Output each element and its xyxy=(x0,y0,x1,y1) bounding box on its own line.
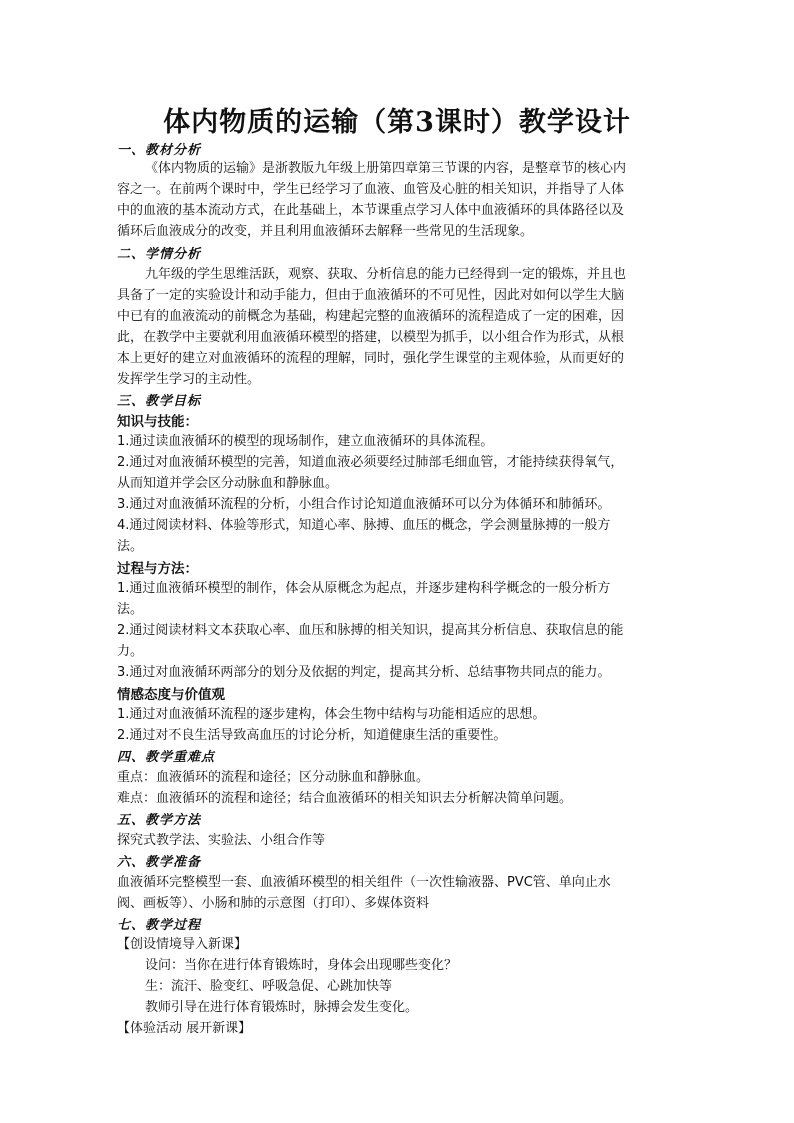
document-title: 体内物质的运输（第3课时）教学设计 xyxy=(163,107,631,138)
objective-line: 4.通过阅读材料、体验等形式，知道心率、脉搏、血压的概念，学会测量脉搏的一般方 xyxy=(117,518,611,533)
objective-line: 力。 xyxy=(117,644,144,659)
section-heading-5: 五、教学方法 xyxy=(117,813,202,828)
paragraph-line: 中已有的血液流动的前概念为基础，构建起完整的血液循环的流程造成了一定的困难，因 xyxy=(117,309,625,324)
section-heading-4: 四、教学重难点 xyxy=(117,750,216,765)
process-step-heading: 【创设情境导入新课】 xyxy=(117,937,248,952)
objective-line: 2.通过对血液循环模型的完善，知道血液必须要经过肺部毛细血管，才能持续获得氧气， xyxy=(117,455,624,470)
objective-line: 法。 xyxy=(117,539,144,554)
difficulty-line: 难点：血液循环的流程和途径；结合血液循环的相关知识去分析解决简单问题。 xyxy=(117,791,573,806)
objective-line: 2.通过阅读材料文本获取心率、血压和脉搏的相关知识，提高其分析信息、获取信息的能 xyxy=(117,623,624,638)
subheading-process: 过程与方法： xyxy=(117,561,198,577)
paragraph-line: 具备了一定的实验设计和动手能力，但由于血液循环的不可见性，因此对如何以学生大脑 xyxy=(117,288,625,303)
paragraph-line: 容之一。在前两个课时中，学生已经学习了血液、血管及心脏的相关知识，并指导了人体 xyxy=(117,182,625,197)
process-line: 教师引导在进行体育锻炼时，脉搏会发生变化。 xyxy=(145,1000,419,1015)
paragraph-line: 中的血液的基本流动方式，在此基础上，本节课重点学习人体中血液循环的具体路径以及 xyxy=(117,203,625,218)
objective-line: 从而知道并学会区分动脉血和静脉血。 xyxy=(117,476,339,491)
subheading-emotion: 情感态度与价值观 xyxy=(117,687,225,703)
paragraph-line: 发挥学生学习的主动性。 xyxy=(117,372,261,387)
subheading-knowledge: 知识与技能： xyxy=(117,414,198,430)
objective-line: 3.通过对血液循环流程的分析，小组合作讨论知道血液循环可以分为体循环和肺循环。 xyxy=(117,497,611,512)
section-heading-6: 六、教学准备 xyxy=(117,855,202,870)
objective-line: 2.通过对不良生活导致高血压的讨论分析，知道健康生活的重要性。 xyxy=(117,728,507,743)
method-line: 探究式教学法、实验法、小组合作等 xyxy=(117,833,326,848)
process-line: 设问：当你在进行体育锻炼时，身体会出现哪些变化？ xyxy=(145,958,458,973)
key-point-line: 重点：血液循环的流程和途径；区分动脉血和静脉血。 xyxy=(117,770,430,785)
objective-line: 3.通过对血液循环两部分的划分及依据的判定，提高其分析、总结事物共同点的能力。 xyxy=(117,665,611,680)
section-heading-7: 七、教学过程 xyxy=(117,918,202,933)
objective-line: 法。 xyxy=(117,602,144,617)
section-heading-3: 三、教学目标 xyxy=(117,394,202,409)
preparation-line: 阀、画板等）、小肠和肺的示意图（打印）、多媒体资料 xyxy=(117,896,430,911)
objective-line: 1.通过读血液循环的模型的现场制作，建立血液循环的具体流程。 xyxy=(117,434,494,449)
preparation-line: 血液循环完整模型一套、血液循环模型的相关组件（一次性输液器、PVC管、单向止水 xyxy=(117,875,611,890)
paragraph-line: 此，在教学中主要就利用血液循环模型的搭建，以模型为抓手，以小组合作为形式，从根 xyxy=(117,330,625,345)
objective-line: 1.通过对血液循环流程的逐步建构，体会生物中结构与功能相适应的思想。 xyxy=(117,707,546,722)
paragraph-line: 《体内物质的运输》是浙教版九年级上册第四章第三节课的内容，是整章节的核心内 xyxy=(145,161,627,176)
section-heading-2: 二、学情分析 xyxy=(117,247,202,262)
section-heading-1: 一、教材分析 xyxy=(117,143,202,158)
process-step-heading: 【体验活动 展开新课】 xyxy=(117,1021,252,1036)
process-line: 生：流汗、脸变红、呼吸急促、心跳加快等 xyxy=(145,979,393,994)
paragraph-line: 本上更好的建立对血液循环的流程的理解，同时，强化学生课堂的主观体验，从而更好的 xyxy=(117,351,625,366)
paragraph-line: 九年级的学生思维活跃，观察、获取、分析信息的能力已经得到一定的锻炼，并且也 xyxy=(145,267,627,282)
objective-line: 1.通过血液循环模型的制作，体会从原概念为起点，并逐步建构科学概念的一般分析方 xyxy=(117,581,611,596)
paragraph-line: 循环后血液成分的改变，并且利用血液循环去解释一些常见的生活现象。 xyxy=(117,224,534,239)
